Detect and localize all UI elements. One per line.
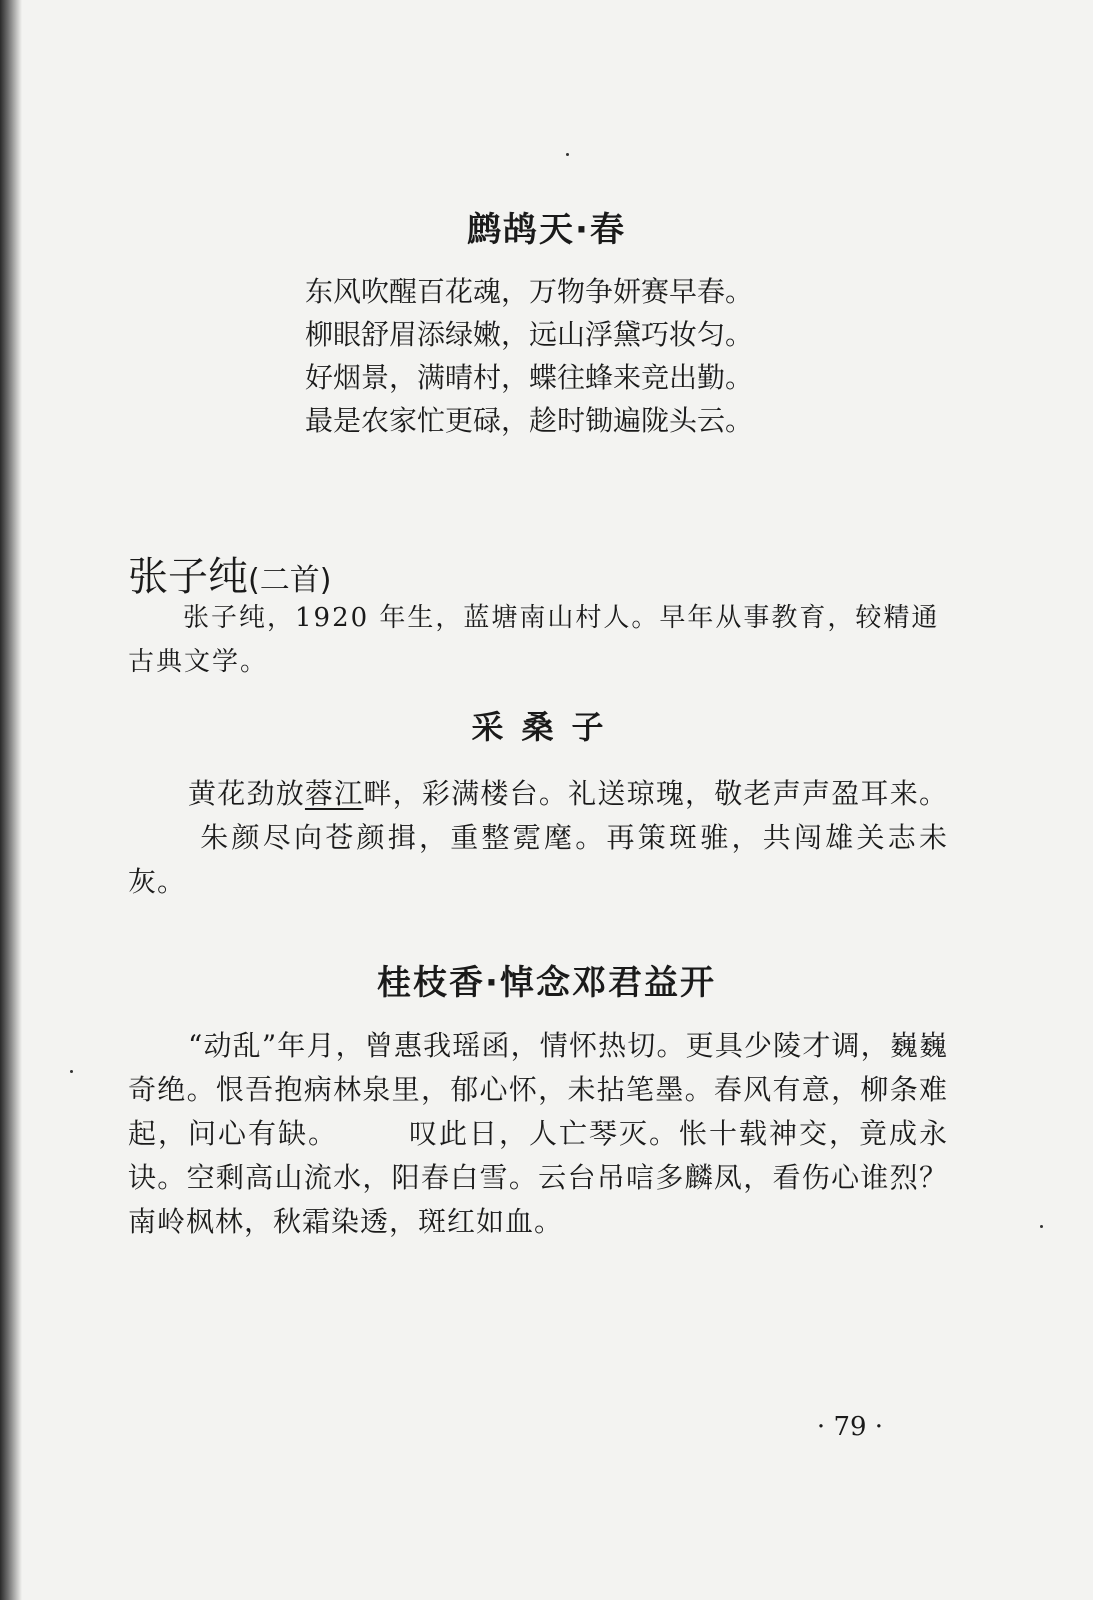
- place-name-underlined: 蓉江: [304, 777, 364, 810]
- poem-body-guizhixiang: [128, 1024, 948, 1244]
- author-name: 张子纯: [128, 554, 248, 600]
- poem-text: “动乱”年月，曾惠我瑶函，情怀热切。更具少陵才调，巍巍奇绝。恨吾抱病林泉里，郁心怀，未拈笔墨。春风有意，柳条难起，问心有缺。: [128, 1029, 948, 1150]
- poem-line: 好烟景，满晴村，蝶往蜂来竞出勤。: [305, 361, 754, 394]
- poem-title-zhegutian: 鹧鸪天·春: [467, 210, 626, 250]
- poem-text: 黄花劲放: [188, 777, 305, 810]
- poem-title-guizhixiang: 桂枝香·悼念邓君益开: [377, 963, 716, 1003]
- poem-text: 畔，彩满楼台。礼送琼瑰，敬老声声盈耳来。: [363, 777, 948, 810]
- author-heading: [128, 545, 331, 602]
- page-number: · 79 ·: [816, 1412, 884, 1442]
- poem-body-caisangzi: [128, 772, 948, 904]
- scan-speck: [70, 1070, 73, 1073]
- author-bio: 张子纯，1920 年生，蓝塘南山村人。早年从事教育，较精通古典文学。: [128, 603, 940, 677]
- scan-speck: [1040, 1225, 1043, 1228]
- poem-text: 叹此日，人亡琴灭。怅十载神交，竟成永诀。空剩高山流水，阳春白雪。云台吊唁多麟凤，看伤心谁烈？南岭枫林，秋霜染透，斑红如血。: [128, 1117, 948, 1238]
- poem-line: 东风吹醒百花魂，万物争妍赛早春。: [305, 275, 754, 308]
- poem-body-zhegutian: [305, 270, 865, 442]
- scan-speck: [566, 153, 569, 156]
- poem-count: (二首): [248, 563, 332, 598]
- poem-line: 柳眼舒眉添绿嫩，远山浮黛巧妆匀。: [305, 318, 754, 351]
- poem-text: 朱颜尽向苍颜揖，重整霓麾。再策斑骓，共闯雄关志未灰。: [128, 821, 948, 898]
- poem-line: 最是农家忙更碌，趁时锄遍陇头云。: [305, 404, 754, 437]
- poem-title-caisangzi: 采桑子: [471, 708, 622, 746]
